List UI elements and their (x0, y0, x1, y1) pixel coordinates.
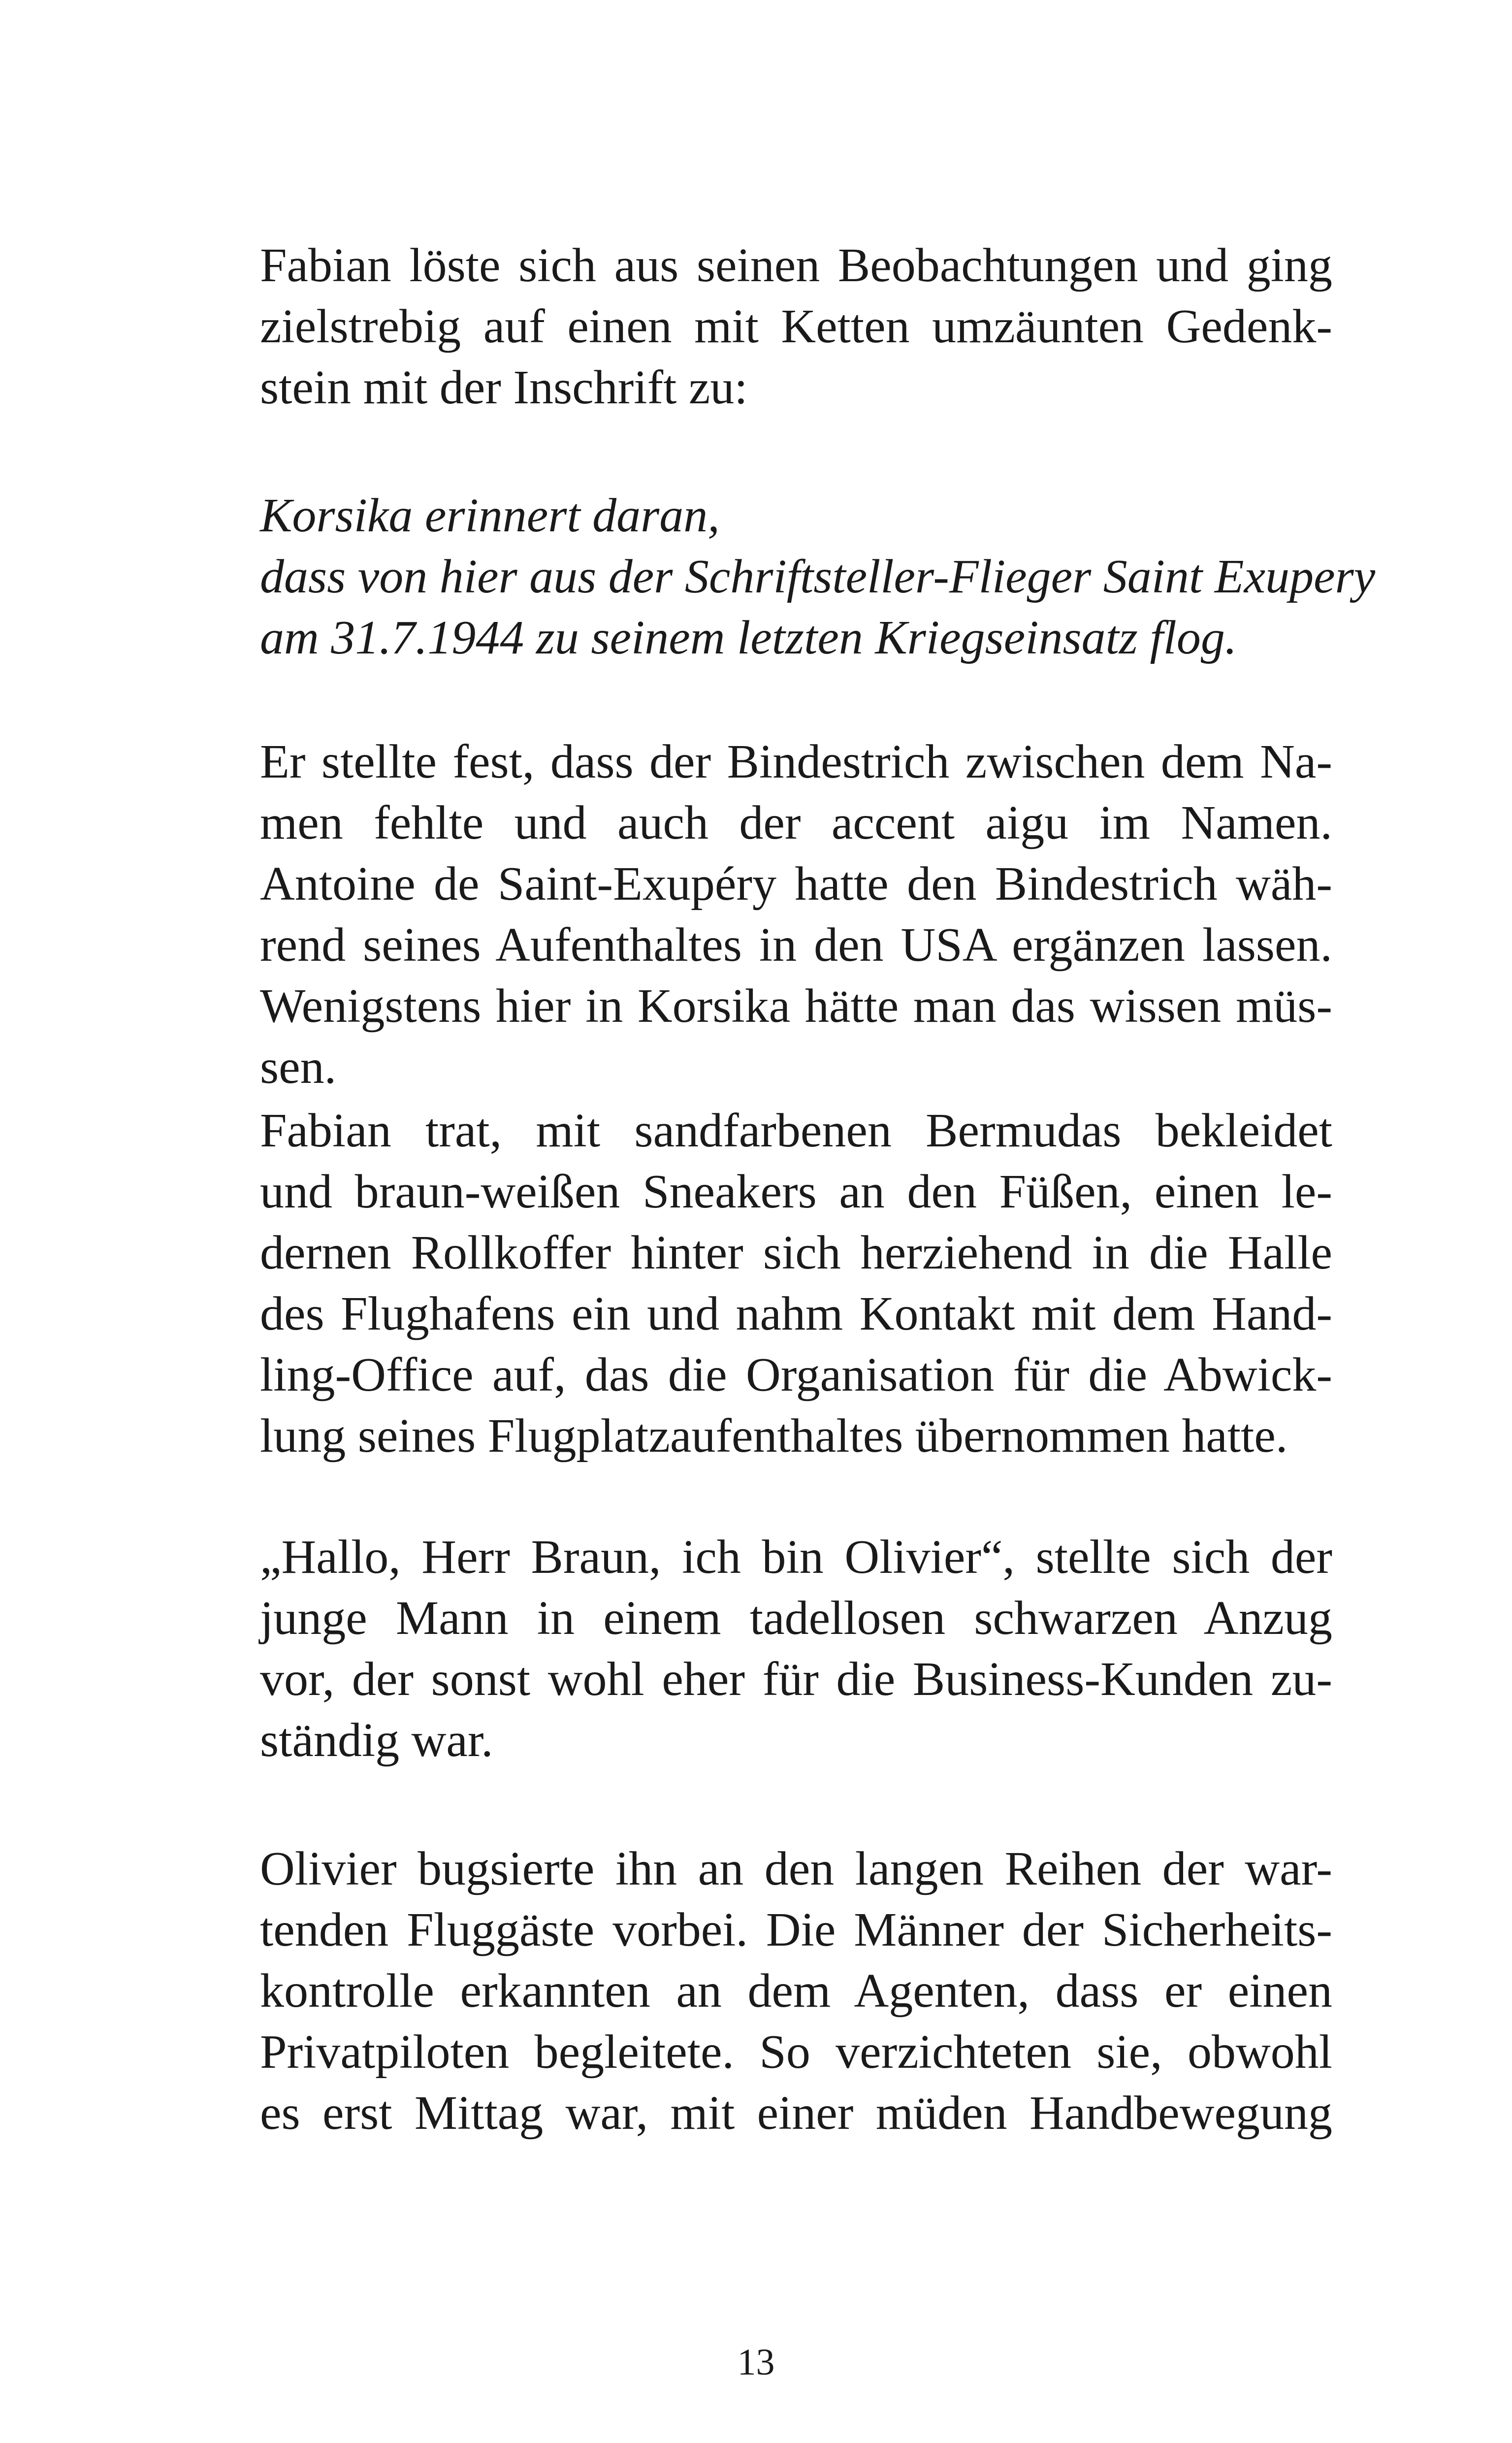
text-line: ständig war. (260, 1714, 493, 1767)
text-line: lung seines Flugplatzaufenthaltes übernommen hatte. (260, 1409, 1288, 1463)
text-line: Wenigstens hier in Korsika hätte man das wissen müs- (260, 979, 1332, 1033)
text-line: junge Mann in einem tadellosen schwarzen Anzug (260, 1592, 1332, 1645)
text-line: Olivier bugsierte ihn an den langen Reihen der war- (260, 1842, 1332, 1895)
inscription-quote (260, 485, 1376, 668)
text-line: es erst Mittag war, mit einer müden Handbewegung (260, 2086, 1332, 2140)
text-line: vor, der sonst wohl eher für die Business-Kunden zu- (260, 1653, 1332, 1706)
text-line: Fabian trat, mit sandfarbenen Bermudas bekleidet (260, 1104, 1332, 1157)
text-line: und braun-weißen Sneakers an den Füßen, einen le- (260, 1165, 1332, 1218)
paragraph-4 (260, 1527, 1332, 1771)
text-line: men fehlte und auch der accent aigu im Namen. (260, 796, 1332, 849)
text-line: Privatpiloten begleitete. So verzichteten sie, obwohl (260, 2025, 1332, 2079)
text-line: Fabian löste sich aus seinen Beobachtungen und ging (260, 239, 1332, 292)
paragraph-1 (260, 235, 1332, 418)
text-line: „Hallo, Herr Braun, ich bin Olivier“, stellte sich der (260, 1531, 1332, 1584)
text-line: Antoine de Saint-Exupéry hatte den Bindestrich wäh- (260, 857, 1332, 911)
paragraph-5 (260, 1838, 1332, 2144)
page-number: 13 (737, 2342, 775, 2383)
inscription-line: dass von hier aus der Schriftsteller-Flieger Saint Exupery (260, 550, 1376, 603)
text-line: zielstrebig auf einen mit Ketten umzäunten Gedenk- (260, 300, 1332, 353)
text-line: dernen Rollkoffer hinter sich herziehend in die Halle (260, 1226, 1332, 1279)
paragraph-2 (260, 731, 1332, 1098)
text-line: rend seines Aufenthaltes in den USA ergänzen lassen. (260, 918, 1332, 972)
inscription-line: Korsika erinnert daran, (260, 489, 720, 542)
text-line: tenden Fluggäste vorbei. Die Männer der Sicherheits- (260, 1903, 1332, 1956)
text-line: sen. (260, 1041, 337, 1094)
text-line: stein mit der Inschrift zu: (260, 361, 748, 414)
text-line: Er stellte fest, dass der Bindestrich zwischen dem Na- (260, 735, 1332, 788)
text-line: des Flughafens ein und nahm Kontakt mit dem Hand- (260, 1287, 1332, 1340)
text-line: kontrolle erkannten an dem Agenten, dass er einen (260, 1964, 1332, 2018)
paragraph-3 (260, 1100, 1332, 1466)
inscription-line: am 31.7.1944 zu seinem letzten Kriegseinsatz flog. (260, 611, 1237, 664)
text-line: ling-Office auf, das die Organisation für die Abwick- (260, 1348, 1332, 1401)
